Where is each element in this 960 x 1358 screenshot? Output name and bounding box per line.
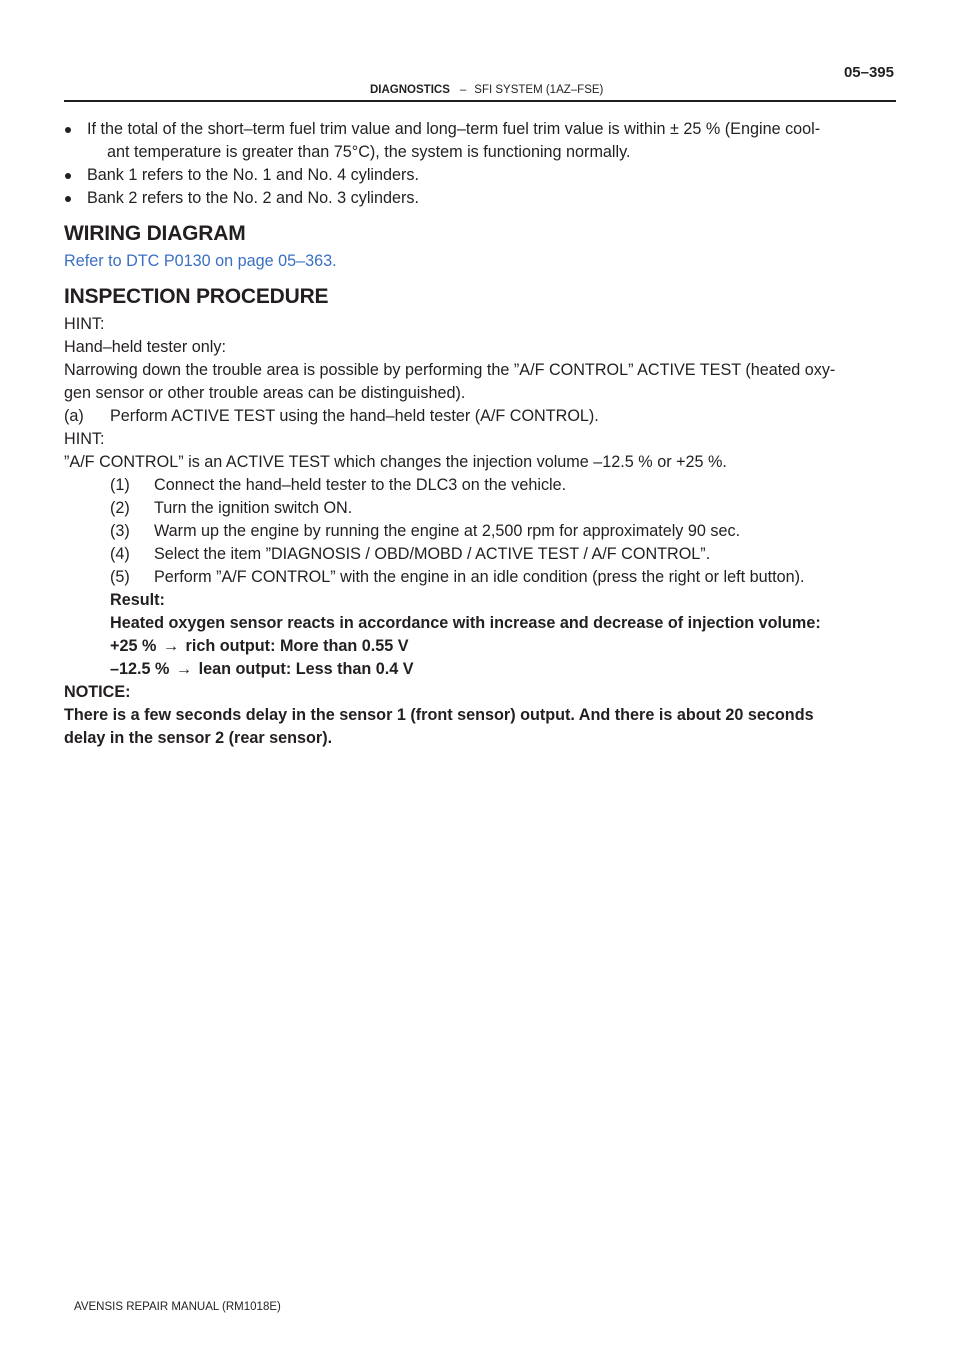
bullet-text: Bank 1 refers to the No. 1 and No. 4 cylinders. [87,166,420,184]
page-content [64,118,900,750]
bullet-text-cont: ant temperature is greater than 75°C), the system is functioning normally. [107,143,631,161]
result-text: Heated oxygen sensor reacts in accordance with increase and decrease of injection volume: [110,614,821,632]
notice-text-cont: delay in the sensor 2 (rear sensor). [64,729,333,747]
procedure-step [64,543,900,566]
bullet-dot-icon [65,196,71,202]
header-rule [64,100,896,102]
notice-label: NOTICE: [64,683,131,701]
hint-label: HINT: [64,315,105,333]
arrow-right-icon: → [175,660,193,678]
step-label: (2) [110,499,130,517]
section-sub: SFI SYSTEM (1AZ–FSE) [474,84,604,96]
procedure-step [64,474,900,497]
step-label: (1) [110,476,130,494]
wiring-diagram-link[interactable]: Refer to DTC P0130 on page 05–363. [64,252,337,270]
tester-only-note: Hand–held tester only: [64,338,226,356]
step-text: Turn the ignition switch ON. [154,499,353,517]
notice-text: There is a few seconds delay in the sensor 1 (front sensor) output. And there is about 20 seconds [64,706,814,724]
hint-label: HINT: [64,430,105,448]
lean-output-line [64,658,900,681]
narrowing-text: Narrowing down the trouble area is possible by performing the ”A/F CONTROL” ACTIVE TEST (heated oxy- [64,361,836,379]
step-text: Warm up the engine by running the engine at 2,500 rpm for approximately 90 sec. [154,522,741,540]
step-text: Select the item ”DIAGNOSIS / OBD/MOBD / ACTIVE TEST / A/F CONTROL”. [154,545,711,563]
rich-percent: +25 % [110,637,157,655]
inspection-procedure-heading: INSPECTION PROCEDURE [64,285,329,308]
step-label: (3) [110,522,130,540]
narrowing-text-cont: gen sensor or other trouble areas can be distinguished). [64,384,466,402]
bullet-item [64,164,900,187]
arrow-right-icon: → [162,637,180,655]
bullet-text: If the total of the short–term fuel trim value and long–term fuel trim value is within ± 25 % (Engine cool- [87,120,821,138]
step-a [64,405,900,428]
page-number: 05–395 [843,64,894,81]
bullet-item [64,118,900,164]
result-label: Result: [110,591,165,609]
procedure-step [64,497,900,520]
rich-output-text: rich output: More than 0.55 V [185,637,409,655]
page-header [64,62,896,102]
step-label: (5) [110,568,130,586]
procedure-step [64,520,900,543]
bullet-item [64,187,900,210]
afc-description: ”A/F CONTROL” is an ACTIVE TEST which changes the injection volume –12.5 % or +25 %. [64,453,727,471]
step-text: Connect the hand–held tester to the DLC3 on the vehicle. [154,476,567,494]
bullet-text: Bank 2 refers to the No. 2 and No. 3 cylinders. [87,189,420,207]
lean-percent: –12.5 % [110,660,170,678]
section-main: DIAGNOSTICS [370,84,450,96]
step-text: Perform ”A/F CONTROL” with the engine in an idle condition (press the right or left button). [154,568,805,586]
manual-footer: AVENSIS REPAIR MANUAL (RM1018E) [74,1301,281,1313]
lean-output-text: lean output: Less than 0.4 V [198,660,414,678]
step-a-text: Perform ACTIVE TEST using the hand–held tester (A/F CONTROL). [110,407,599,425]
step-a-label: (a) [64,407,84,425]
section-title [370,84,603,96]
section-dash: – [459,84,467,96]
bullet-dot-icon [65,173,71,179]
rich-output-line [64,635,900,658]
bullet-dot-icon [65,127,71,133]
procedure-step [64,566,900,589]
step-label: (4) [110,545,130,563]
wiring-diagram-heading: WIRING DIAGRAM [64,222,246,245]
